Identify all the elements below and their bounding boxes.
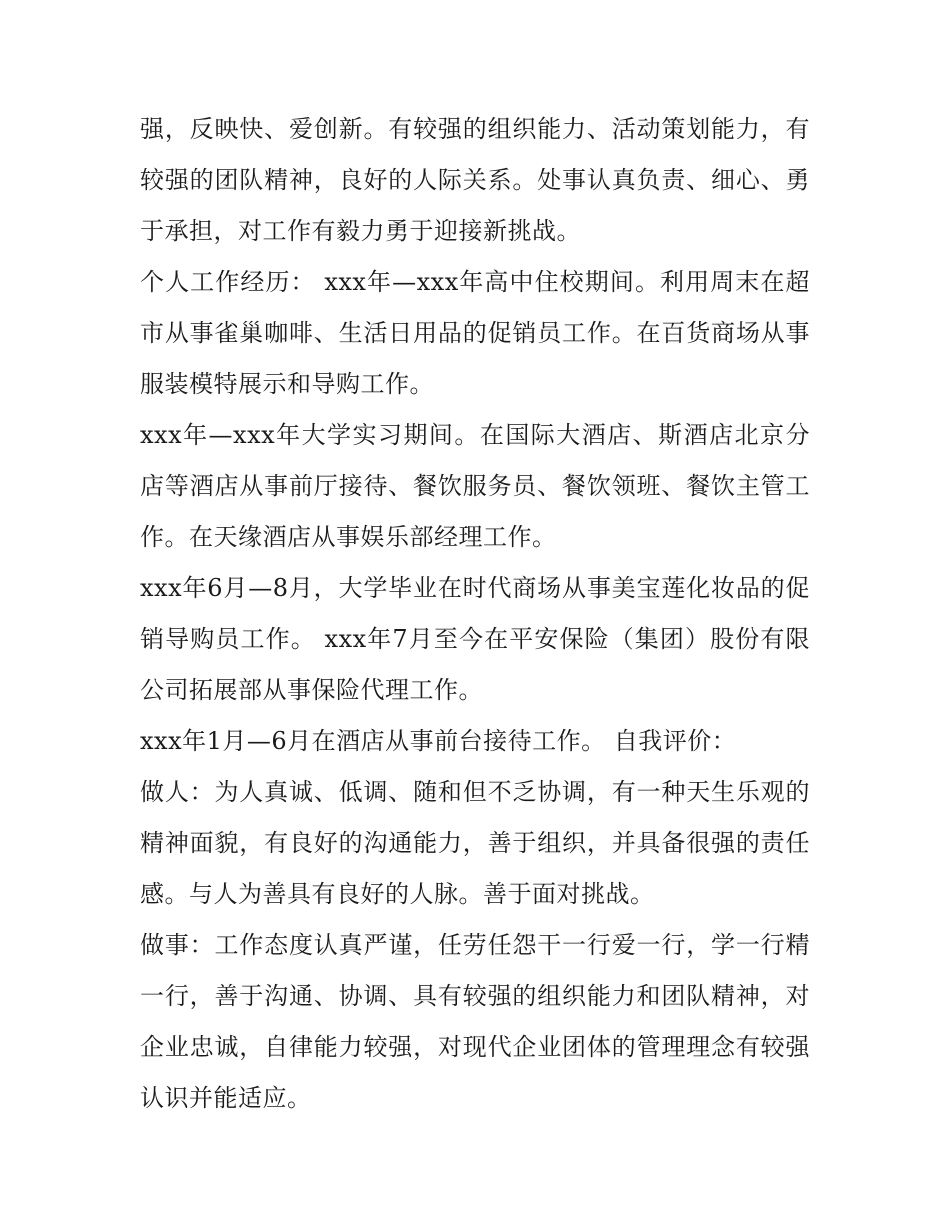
- paragraph-work-history-hotel: xxx年1月—6月在酒店从事前台接待工作。 自我评价：: [140, 727, 737, 755]
- document-body: [140, 104, 810, 1124]
- paragraph-personal-strengths: 强，反映快、爱创新。有较强的组织能力、活动策划能力，有较强的团队精神，良好的人际关系。处事认真负责、细心、勇于承担，对工作有毅力勇于迎接新挑战。: [140, 115, 810, 245]
- paragraph-self-evaluation-work: 做事：工作态度认真严谨，任劳任怨干一行爱一行，学一行精一行，善于沟通、协调、具有较强的组织能力和团队精神，对企业忠诚，自律能力较强，对现代企业团体的管理理念有较强认识并能适应。: [140, 931, 810, 1112]
- paragraph-self-evaluation-person: 做人：为人真诚、低调、随和但不乏协调，有一种天生乐观的精神面貌，有良好的沟通能力，善于组织，并具备很强的责任感。与人为善具有良好的人脉。善于面对挑战。: [140, 778, 810, 908]
- paragraph-work-history-internship: xxx年—xxx年大学实习期间。在国际大酒店、斯酒店北京分店等酒店从事前厅接待、餐饮服务员、餐饮领班、餐饮主管工作。在天缘酒店从事娱乐部经理工作。: [140, 421, 810, 551]
- paragraph-work-history-highschool: 个人工作经历： xxx年—xxx年高中住校期间。利用周末在超市从事雀巢咖啡、生活日用品的促销员工作。在百货商场从事服装模特展示和导购工作。: [140, 268, 810, 398]
- paragraph-work-history-graduation: xxx年6月—8月，大学毕业在时代商场从事美宝莲化妆品的促销导购员工作。 xxx年7月至今在平安保险（集团）股份有限公司拓展部从事保险代理工作。: [140, 574, 810, 704]
